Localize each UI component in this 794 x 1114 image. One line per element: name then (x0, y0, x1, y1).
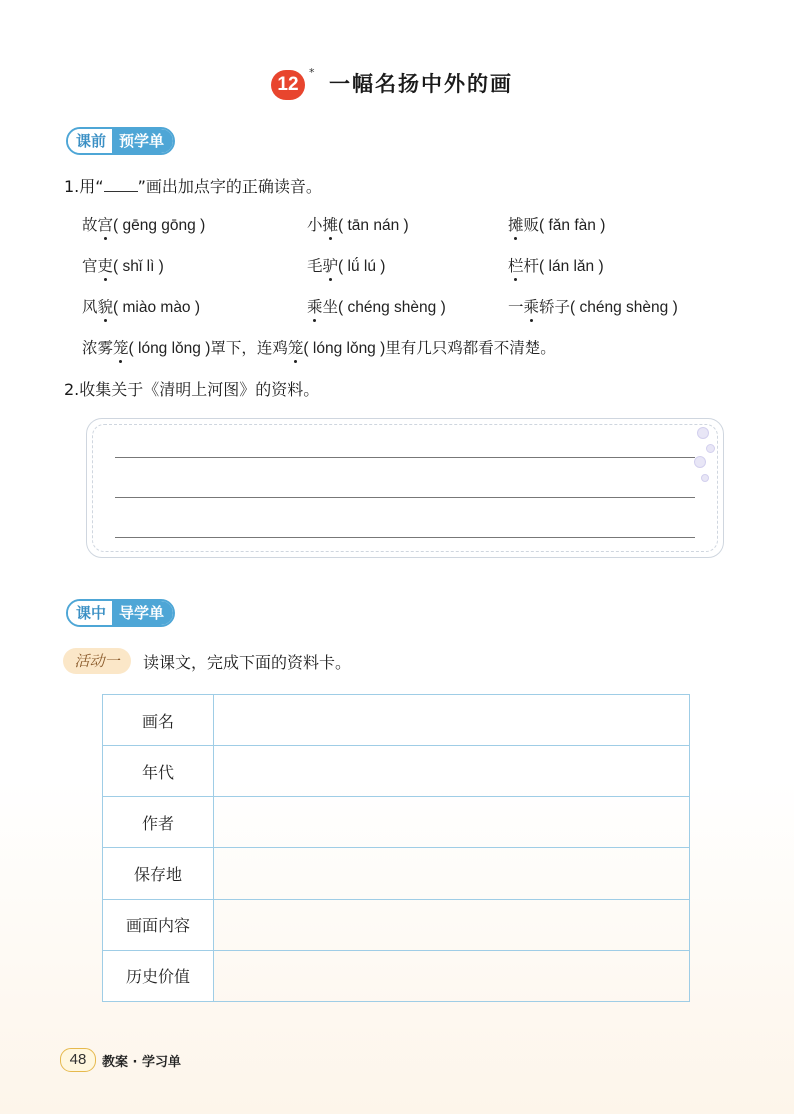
notes-box-dashed-border (92, 424, 718, 552)
pinyin-options[interactable]: ( chéng shèng ) (338, 299, 446, 316)
bubble-decoration (706, 444, 715, 453)
pre-study-tag-left: 课前 (68, 129, 112, 153)
footer-text: 教案 · 学习单 (102, 1055, 181, 1070)
row-label: 历史价值 (103, 950, 214, 1001)
bubble-decoration (701, 474, 709, 482)
question-1 (64, 174, 322, 197)
answer-cell[interactable] (214, 746, 690, 797)
question-2: 2.收集关于《清明上河图》的资料。 (64, 380, 320, 399)
pinyin-options[interactable]: ( fǎn fàn ) (539, 217, 606, 234)
activity-tag: 活动一 (63, 648, 131, 674)
table-row (103, 746, 690, 797)
pinyin-options[interactable]: ( lǘ lú ) (338, 258, 386, 275)
pre-study-tag-right: 预学单 (112, 129, 173, 153)
pre-study-tag (66, 127, 175, 155)
row-label: 保存地 (103, 848, 214, 899)
answer-cell[interactable] (214, 950, 690, 1001)
activity-instruction: 读课文，完成下面的资料卡。 (143, 653, 352, 672)
lesson-title: 一幅名扬中外的画 (329, 72, 513, 96)
pinyin-options[interactable]: ( lán lǎn ) (539, 258, 604, 275)
row-label: 作者 (103, 797, 214, 848)
pinyin-options[interactable]: ( chéng shèng ) (570, 299, 678, 316)
pinyin-item: 乘坐( chéng shèng ) (307, 298, 446, 316)
pinyin-item: 小摊( tān nán ) (307, 216, 409, 234)
underline-blank (104, 179, 138, 192)
bubble-decoration (694, 456, 706, 468)
writing-line[interactable] (115, 497, 695, 498)
table-row (103, 797, 690, 848)
in-class-tag-left: 课中 (68, 601, 112, 625)
dotted-char: 貌 (97, 298, 114, 316)
pinyin-item: 一乘轿子( chéng shèng ) (508, 298, 678, 316)
answer-cell[interactable] (214, 848, 690, 899)
row-label: 画面内容 (103, 899, 214, 950)
pinyin-options[interactable]: ( shǐ lì ) (113, 258, 164, 275)
dotted-char: 摊 (508, 216, 524, 234)
pinyin-options[interactable]: ( miào mào ) (113, 299, 201, 316)
lesson-star: * (309, 66, 315, 79)
dotted-char: 栏 (508, 257, 524, 275)
dotted-char: 笼 (113, 339, 129, 357)
dotted-char: 笼 (287, 339, 304, 357)
pinyin-sentence: 浓雾笼( lóng lǒng )罩下，连鸡笼( lóng lǒng )里有几只鸡都看不清楚。 (82, 339, 556, 357)
dotted-char: 吏 (97, 257, 114, 275)
pinyin-item: 故宫( gēng gōng ) (82, 216, 206, 234)
answer-cell[interactable] (214, 797, 690, 848)
table-row (103, 950, 690, 1001)
pinyin-item: 摊贩( fǎn fàn ) (508, 216, 606, 234)
dotted-char: 宫 (97, 216, 114, 234)
table-row (103, 899, 690, 950)
page-number: 48 (60, 1048, 96, 1072)
dotted-char: 驴 (322, 257, 339, 275)
table-row (103, 848, 690, 899)
dotted-char: 乘 (523, 298, 540, 316)
table-row (103, 695, 690, 746)
dotted-char: 乘 (307, 298, 323, 316)
pinyin-item: 官吏( shǐ lì ) (82, 257, 164, 275)
question-1-prefix: 1.用“ (64, 177, 104, 196)
dotted-char: 摊 (322, 216, 339, 234)
info-card-table (102, 694, 690, 1002)
in-class-tag-right: 导学单 (112, 601, 173, 625)
answer-cell[interactable] (214, 899, 690, 950)
pinyin-item: 毛驴( lǘ lú ) (307, 257, 386, 275)
writing-line[interactable] (115, 457, 695, 458)
in-class-tag (66, 599, 175, 627)
pinyin-options[interactable]: ( tān nán ) (338, 217, 409, 234)
question-1-suffix: ”画出加点字的正确读音。 (137, 177, 322, 196)
row-label: 年代 (103, 746, 214, 797)
pinyin-options[interactable]: ( gēng gōng ) (113, 217, 206, 234)
pinyin-item: 栏杆( lán lǎn ) (508, 257, 604, 275)
pinyin-options[interactable]: ( lóng lǒng ) (303, 340, 386, 357)
pinyin-options[interactable]: ( lóng lǒng ) (128, 340, 211, 357)
answer-cell[interactable] (214, 695, 690, 746)
notes-box[interactable] (86, 418, 724, 558)
writing-line[interactable] (115, 537, 695, 538)
pinyin-item: 风貌( miào mào ) (82, 298, 201, 316)
bubble-decoration (697, 427, 709, 439)
row-label: 画名 (103, 695, 214, 746)
lesson-number-badge: 12 (271, 70, 305, 100)
